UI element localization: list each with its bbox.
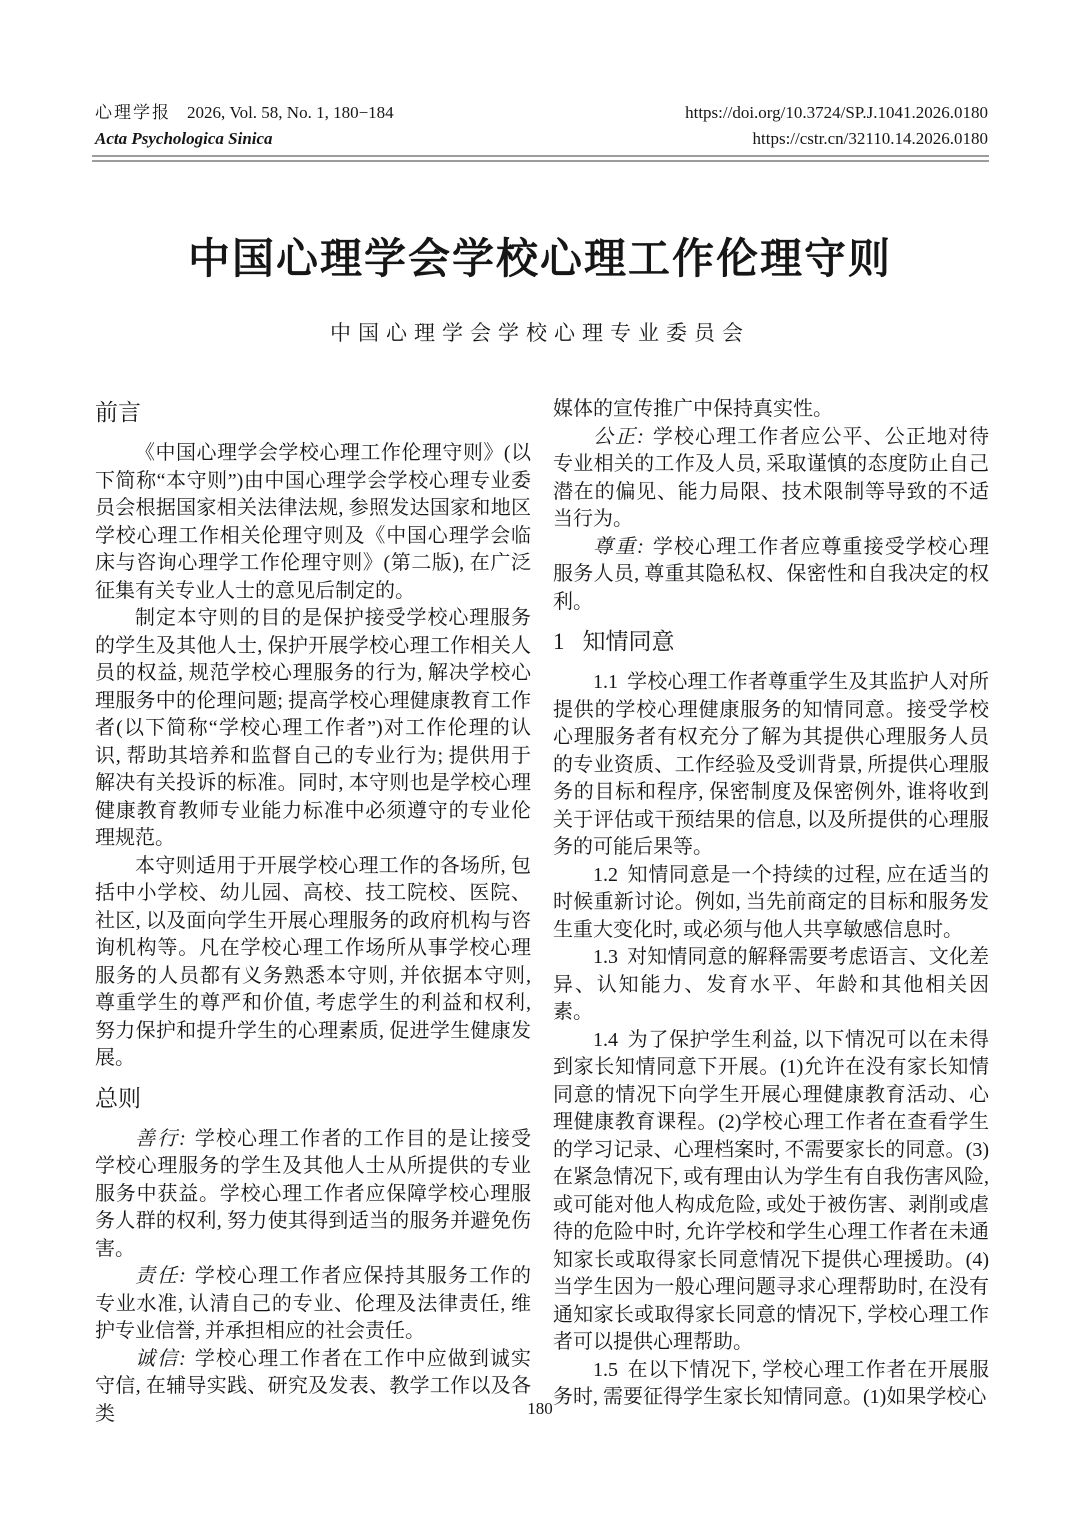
lead-term-integrity: 诚信: (135, 1347, 187, 1370)
cstr-link[interactable]: https://cstr.cn/32110.14.2026.0180 (752, 129, 988, 148)
principle-responsibility-text: 学校心理工作者应保持其服务工作的专业水准, 认清自己的专业、伦理及法律责任, 维护专业信誉, 并承担相应的社会责任。 (95, 1265, 531, 1342)
journal-header-right (685, 100, 988, 152)
lead-term-benevolence: 善行: (135, 1127, 187, 1150)
journal-header-left (95, 100, 394, 152)
paper-author: 中国心理学会学校心理专业委员会 (330, 321, 750, 345)
item-1-2 (553, 862, 989, 945)
item-1-4 (553, 1027, 989, 1357)
item-1-3-number: 1.3 (593, 946, 618, 968)
item-1-4-text: 为了保护学生利益, 以下情况可以在未得到家长知情同意下开展。(1)允许在没有家长知情同意的情况下向学生开展心理健康教育活动、心理健康教育课程。(2)学校心理工作者在查看学生的学习记录、心理档案时, 不需要家长的同意。(3)在紧急情况下, 或有理由认为学生有自我伤害风险, 或可能对他人构成危险, 或处于被伤害、剥削或虐待的危险中时, 允许学校和学生心理工作者在未通知家长或取得家长同意情况下提供心理援助。(4)当学生因为一般心理问题寻求心理帮助时, 在没有通知家长或取得家长同意的情况下, 学校心理工作者可以提供心理帮助。 (553, 1028, 989, 1353)
lead-term-respect: 尊重: (593, 535, 645, 558)
item-1-5-number: 1.5 (593, 1358, 618, 1381)
lead-term-responsibility: 责任: (135, 1265, 187, 1287)
item-1-2-text: 知情同意是一个持续的过程, 应在适当的时候重新讨论。例如, 当先前商定的目标和服务发生重大变化时, 或必须与他人共享敏感信息时。 (553, 863, 989, 941)
item-1-3-text: 对知情同意的解释需要考虑语言、文化差异、认知能力、发育水平、年龄和其他相关因素。 (553, 946, 989, 1023)
paper-title: 中国心理学会学校心理工作伦理守则 (187, 235, 892, 282)
preface-paragraph-1: 《中国心理学会学校心理工作伦理守则》(以下简称“本守则”)由中国心理学会学校心理专业委员会根据国家相关法律法规, 参照发达国家和地区学校心理工作相关伦理守则及《中国心理学会临床与咨询心理学工作伦理守则》(第二版), 在广泛征集有关专业人士的意见后制定的。 (95, 442, 531, 602)
principle-respect (553, 534, 989, 617)
section-1-title: 知情同意 (582, 629, 675, 654)
item-1-1-number: 1.1 (593, 671, 618, 693)
header-double-rule (92, 155, 989, 162)
item-1-1-text: 学校心理工作者尊重学生及其监护人对所提供的学校心理健康服务的知情同意。接受学校心理服务者有权充分了解为其提供心理服务人员的专业资质、工作经验及受训背景, 所提供心理服务的目标和程序, 保密制度及保密例外, 谁将收到关于评估或干预结果的信息, 以及所提供的心理服务的可能后果等。 (553, 671, 989, 858)
page-footer (0, 1399, 1080, 1419)
item-1-1 (553, 669, 989, 862)
section-1-number: 1 (553, 629, 565, 654)
item-1-5-text: 在以下情况下, 学校心理工作者在开展服务时, 需要征得学生家长知情同意。(1)如果学校心 (553, 1358, 989, 1408)
section-heading-general: 总则 (95, 1085, 141, 1111)
journal-name-cn: 心理学报 (95, 103, 171, 122)
item-1-4-number: 1.4 (593, 1028, 618, 1051)
lead-term-fairness: 公正: (593, 425, 645, 448)
preface-paragraph-3: 本守则适用于开展学校心理工作的各场所, 包括中小学校、幼儿园、高校、技工院校、医院、社区, 以及面向学生开展心理服务的政府机构与咨询机构等。凡在学校心理工作场所从事学校心理服务的人员都有义务熟悉本守则, 并依据本守则, 尊重学生的尊严和价值, 考虑学生的利益和权利, 努力保护和提升学生的心理素质, 促进学生健康发展。 (95, 854, 531, 1069)
doi-link[interactable]: https://doi.org/10.3724/SP.J.1041.2026.0180 (685, 103, 988, 122)
principle-fairness (553, 424, 989, 534)
principle-responsibility (95, 1263, 531, 1346)
journal-name-en: Acta Psychologica Sinica (95, 129, 273, 148)
principle-respect-text: 学校心理工作者应尊重接受学校心理服务人员, 尊重其隐私权、保密性和自我决定的权利。 (553, 535, 989, 613)
journal-volume-info: 2026, Vol. 58, No. 1, 180−184 (187, 103, 394, 122)
journal-header (95, 100, 988, 152)
section-1-heading (553, 627, 989, 657)
preface-paragraph-2: 制定本守则的目的是保护接受学校心理服务的学生及其他人士, 保护开展学校心理工作相关人员的权益, 规范学校心理服务的行为, 解决学校心理服务中的伦理问题; 提高学校心理健康教育工作者(以下简称“学校心理工作者”)对工作伦理的认识, 帮助其培养和监督自己的专业行为; 提供用于解决有关投诉的标准。同时, 本守则也是学校心理健康教育教师专业能力标准中必须遵守的专业伦理规范。 (95, 607, 531, 849)
page-number: 180 (527, 1399, 553, 1418)
principle-fairness-text: 学校心理工作者应公平、公正地对待专业相关的工作及人员, 采取谨慎的态度防止自己潜在的偏见、能力局限、技术限制等导致的不适当行为。 (553, 425, 989, 530)
section-heading-preface: 前言 (95, 400, 141, 425)
right-column (553, 396, 989, 1428)
principle-benevolence (95, 1126, 531, 1264)
body-columns (95, 396, 989, 1428)
principle-benevolence-text: 学校心理工作者的工作目的是让接受学校心理服务的学生及其他人士从所提供的专业服务中获益。学校心理工作者应保障学校心理服务人群的权利, 努力使其得到适当的服务并避免伤害。 (95, 1127, 531, 1260)
item-1-3 (553, 944, 989, 1027)
journal-meta-line (95, 100, 394, 126)
integrity-continuation: 媒体的宣传推广中保持真实性。 (553, 398, 833, 420)
item-1-2-number: 1.2 (593, 863, 618, 886)
principle-integrity-text: 学校心理工作者在工作中应做到诚实守信, 在辅导实践、研究及发表、教学工作以及各类 (95, 1347, 531, 1425)
left-column (95, 396, 531, 1428)
